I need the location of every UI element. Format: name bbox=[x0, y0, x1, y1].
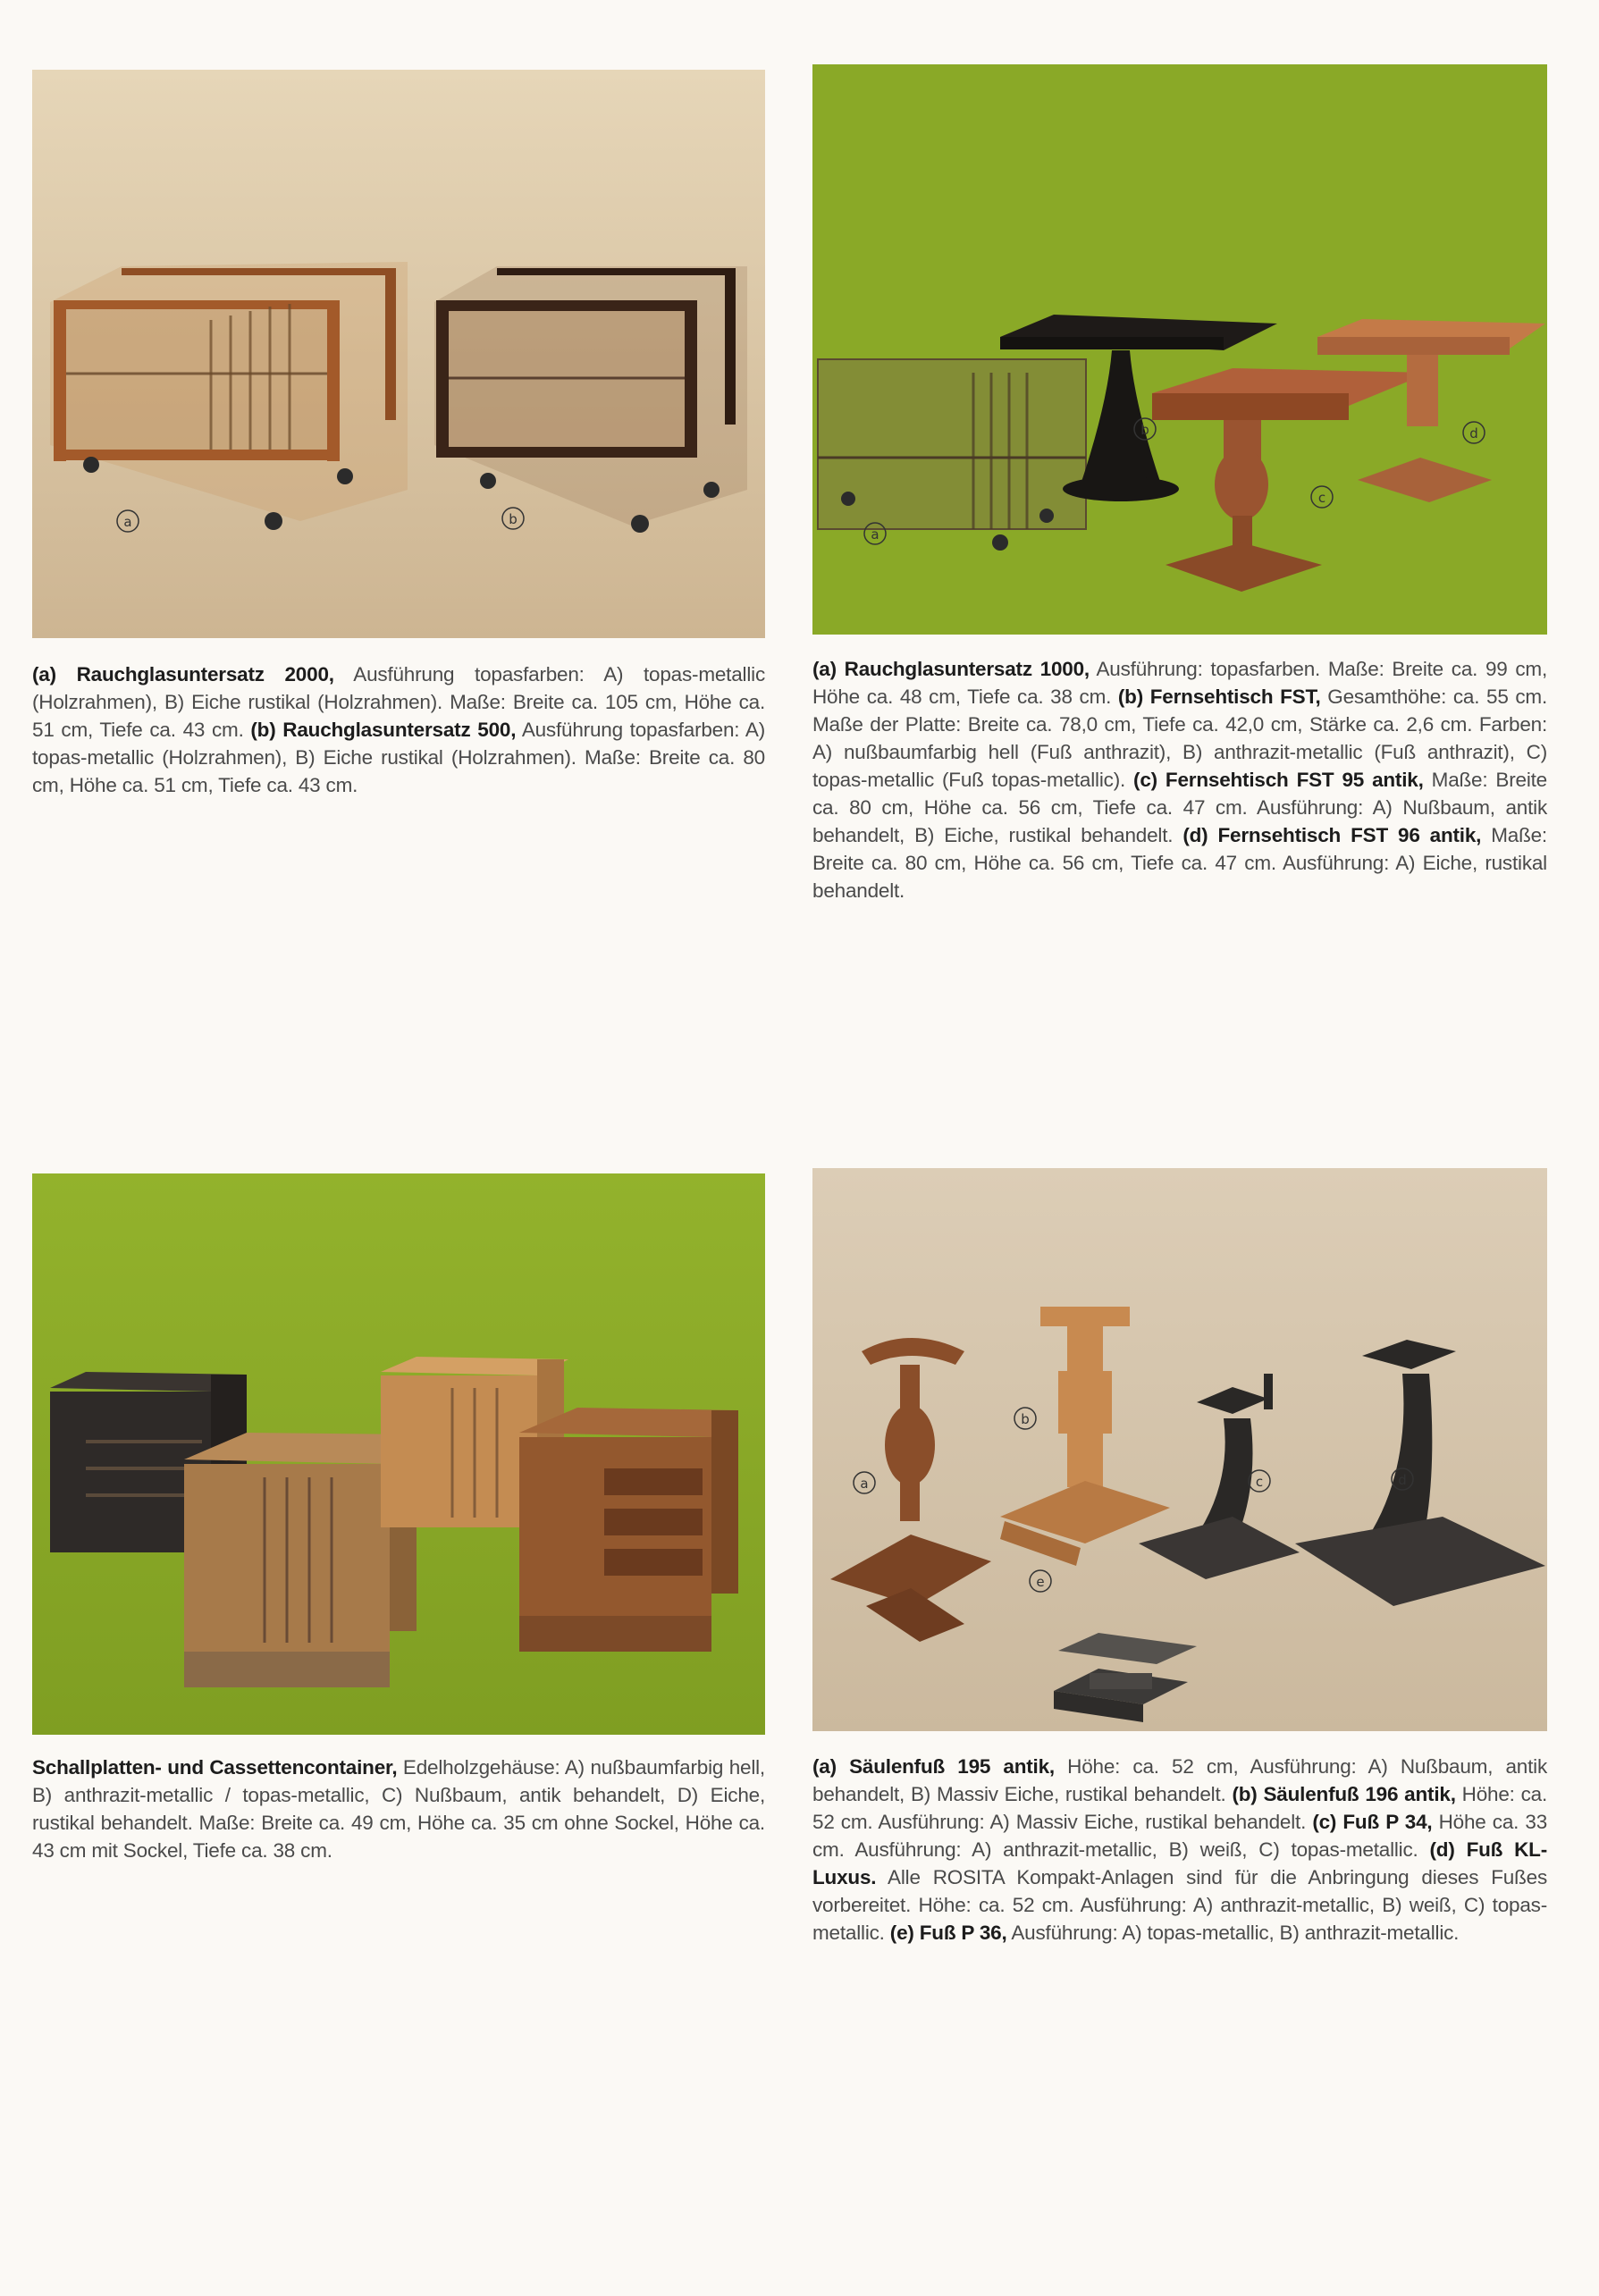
caption-2-bold-b: (b) Fernsehtisch FST, bbox=[1117, 685, 1321, 708]
caption-2-text-a: Ausführung: topasfarben. Maße: Breite ca. 99 cm, Höhe ca. 48 cm, Tiefe ca. 38 cm. bbox=[812, 658, 1548, 708]
caption-panel-1 bbox=[32, 660, 765, 799]
caption-4-text-b: Höhe: ca. 52 cm. Ausführung: A) Massiv Eiche, rustikal behandelt. bbox=[812, 1783, 1547, 1833]
caption-4-bold-b: (b) Säulenfuß 196 antik, bbox=[1232, 1783, 1456, 1805]
caption-4-text-e: Ausführung: A) topas-metallic, B) anthrazit-metallic. bbox=[1006, 1922, 1460, 1944]
caption-4-text-a: Höhe: ca. 52 cm, Ausführung: A) Nußbaum, antik behandelt, B) Massiv Eiche, rustikal behandelt. bbox=[812, 1755, 1548, 1805]
photo-label-a: a bbox=[123, 514, 132, 530]
photo-label-b: b bbox=[1021, 1411, 1030, 1427]
caption-2-text-c: Maße: Breite ca. 80 cm, Höhe ca. 56 cm, Tiefe ca. 47 cm. Ausführung: A) Nußbaum, antik behandelt, B) Eiche, rustikal behandelt. bbox=[812, 769, 1547, 846]
photo-label-d: d bbox=[1469, 425, 1478, 442]
caption-2-text-b: Gesamthöhe: ca. 55 cm. Maße der Platte: Breite ca. 78,0 cm, Tiefe ca. 42,0 cm, Stärke ca. 2,6 cm. Farben: A) nußbaumfarbig hell (Fuß anthrazit), B) anthrazit-metallic (Fuß anthrazit), C) topas-metallic (Fuß topas-metallic). bbox=[812, 685, 1547, 791]
photo-label-e: e bbox=[1036, 1574, 1045, 1590]
caption-2-bold-d: (d) Fernsehtisch FST 96 antik, bbox=[1182, 824, 1482, 846]
caption-4-bold-d: (d) Fuß KL-Luxus. bbox=[812, 1838, 1547, 1888]
caption-2-text-d: Maße: Breite ca. 80 cm, Höhe ca. 56 cm, Tiefe ca. 47 cm. Ausführung: A) Eiche, rustikal behandelt. bbox=[812, 824, 1547, 902]
caption-4-bold-e: (e) Fuß P 36, bbox=[889, 1922, 1007, 1944]
caption-1-bold-b: (b) Rauchglasuntersatz 500, bbox=[250, 719, 517, 741]
photo-label-c: c bbox=[1317, 490, 1326, 506]
caption-2-bold-c: (c) Fernsehtisch FST 95 antik, bbox=[1133, 769, 1424, 791]
photo-label-b: b bbox=[1140, 422, 1149, 438]
caption-2-bold-a: (a) Rauchglasuntersatz 1000, bbox=[812, 658, 1090, 680]
caption-4-bold-a: (a) Säulenfuß 195 antik, bbox=[812, 1755, 1055, 1778]
glass-cart-a-illustration bbox=[818, 359, 1086, 551]
caption-4-bold-c: (c) Fuß P 34, bbox=[1312, 1811, 1433, 1833]
photo-saeulenfuesse-fuesse bbox=[812, 1168, 1547, 1731]
caption-1-text-a: Ausführung topasfarben: A) topas-metallic (Holzrahmen), B) Eiche rustikal (Holzrahmen). Maße: Breite ca. 105 cm, Höhe ca. 51 cm, Tiefe ca. 43 cm. bbox=[32, 663, 765, 741]
photo-label-b: b bbox=[509, 511, 518, 527]
photo-label-d: d bbox=[1398, 1472, 1407, 1488]
caption-panel-4 bbox=[812, 1753, 1547, 1947]
caption-panel-2 bbox=[812, 655, 1547, 904]
photo-rauchglasuntersatz-1000-fernsehtische bbox=[812, 64, 1547, 635]
caption-3-text: Edelholzgehäuse: A) nußbaumfarbig hell, B) anthrazit-metallic / topas-metallic, C) Nußbaum, antik behandelt, D) Eiche, rustikal behandelt. Maße: Breite ca. 49 cm, Höhe ca. 35 cm ohne Sockel, Höhe ca. 43 cm mit Sockel, Tiefe ca. 38 cm. bbox=[32, 1756, 765, 1862]
photo-label-a: a bbox=[860, 1476, 869, 1492]
caption-3-bold: Schallplatten- und Cassettencontainer, bbox=[32, 1756, 398, 1779]
photo-schallplatten-cassettencontainer bbox=[32, 1173, 765, 1735]
caption-1-text-b: Ausführung topasfarben: A) topas-metallic (Holzrahmen), B) Eiche rustikal (Holzrahmen). Maße: Breite ca. 80 cm, Höhe ca. 51 cm, Tiefe ca. 43 cm. bbox=[32, 719, 765, 796]
photo-label-c: c bbox=[1255, 1474, 1264, 1490]
container-antique-walnut-illustration bbox=[519, 1408, 738, 1652]
caption-4-text-c: Höhe ca. 33 cm. Ausführung: A) anthrazit-metallic, B) weiß, C) topas-metallic. bbox=[812, 1811, 1548, 1861]
caption-1-bold-a: (a) Rauchglasuntersatz 2000, bbox=[32, 663, 334, 685]
caption-4-text-d: Alle ROSITA Kompakt-Anlagen sind für die Anbringung dieses Fußes vorbereitet. Höhe: ca. 52 cm. Ausführung: A) anthrazit-metallic, B) weiß, C) topas-metallic. bbox=[812, 1866, 1547, 1944]
photo-rauchglasuntersatz-2000-500 bbox=[32, 70, 765, 638]
caption-panel-3 bbox=[32, 1754, 765, 1864]
photo-label-a: a bbox=[871, 526, 879, 542]
